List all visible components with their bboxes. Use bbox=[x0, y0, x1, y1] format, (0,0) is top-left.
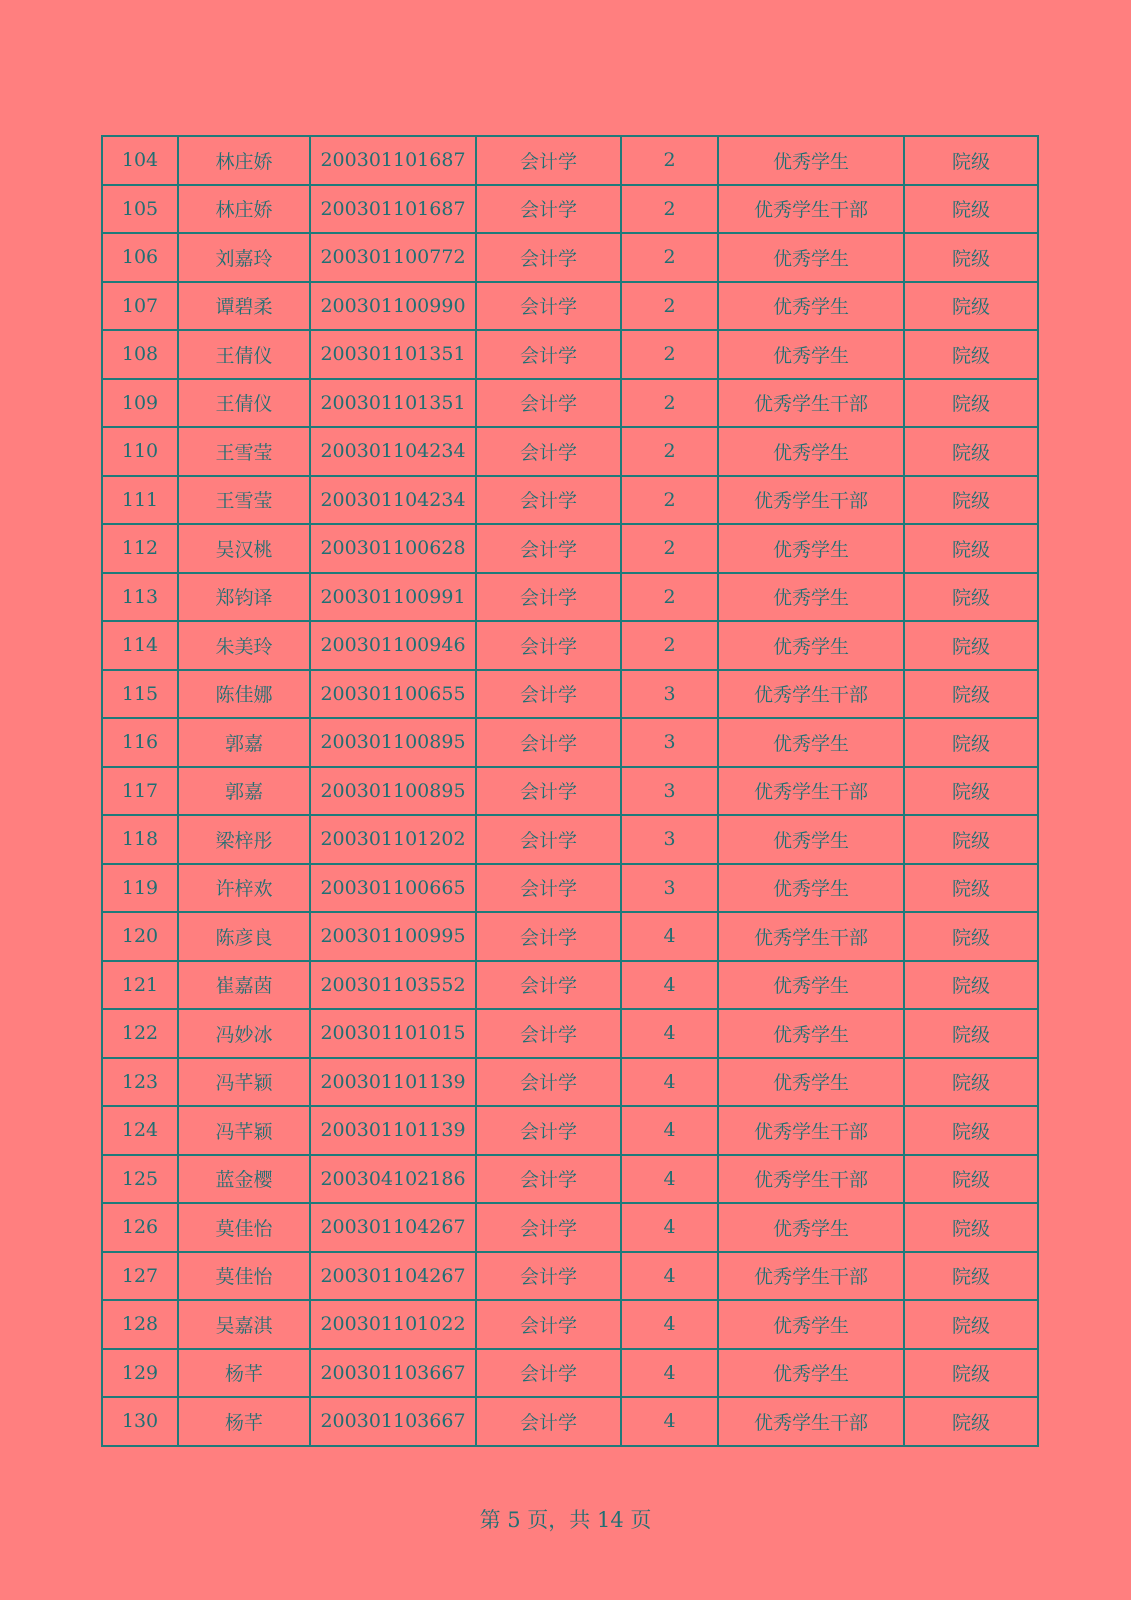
table-row bbox=[102, 864, 1038, 913]
name-cell: 王雪莹 bbox=[178, 476, 310, 525]
student-id-cell: 200301101687 bbox=[310, 185, 476, 234]
award-cell: 优秀学生 bbox=[718, 1349, 904, 1398]
name-cell: 王倩仪 bbox=[178, 330, 310, 379]
major-cell: 会计学 bbox=[476, 1203, 621, 1252]
grade-cell: 4 bbox=[621, 1058, 718, 1107]
seq-cell: 119 bbox=[102, 864, 178, 913]
name-cell: 郭嘉 bbox=[178, 718, 310, 767]
award-cell: 优秀学生 bbox=[718, 1058, 904, 1107]
seq-cell: 129 bbox=[102, 1349, 178, 1398]
student-id-cell: 200301101202 bbox=[310, 815, 476, 864]
table-row bbox=[102, 524, 1038, 573]
award-cell: 优秀学生干部 bbox=[718, 912, 904, 961]
level-cell: 院级 bbox=[904, 815, 1038, 864]
level-cell: 院级 bbox=[904, 1009, 1038, 1058]
major-cell: 会计学 bbox=[476, 1009, 621, 1058]
name-cell: 吴嘉淇 bbox=[178, 1300, 310, 1349]
major-cell: 会计学 bbox=[476, 1106, 621, 1155]
name-cell: 郭嘉 bbox=[178, 767, 310, 816]
name-cell: 冯芊颖 bbox=[178, 1106, 310, 1155]
name-cell: 王雪莹 bbox=[178, 427, 310, 476]
grade-cell: 4 bbox=[621, 1252, 718, 1301]
seq-cell: 123 bbox=[102, 1058, 178, 1107]
student-id-cell: 200301100991 bbox=[310, 573, 476, 622]
name-cell: 王倩仪 bbox=[178, 379, 310, 428]
level-cell: 院级 bbox=[904, 1058, 1038, 1107]
level-cell: 院级 bbox=[904, 1349, 1038, 1398]
award-cell: 优秀学生干部 bbox=[718, 1106, 904, 1155]
student-id-cell: 200301101022 bbox=[310, 1300, 476, 1349]
student-id-cell: 200301100655 bbox=[310, 670, 476, 719]
award-cell: 优秀学生 bbox=[718, 961, 904, 1010]
major-cell: 会计学 bbox=[476, 524, 621, 573]
name-cell: 梁梓彤 bbox=[178, 815, 310, 864]
name-cell: 陈彦良 bbox=[178, 912, 310, 961]
level-cell: 院级 bbox=[904, 282, 1038, 331]
award-cell: 优秀学生 bbox=[718, 718, 904, 767]
major-cell: 会计学 bbox=[476, 1397, 621, 1446]
student-id-cell: 200301104267 bbox=[310, 1203, 476, 1252]
name-cell: 谭碧柔 bbox=[178, 282, 310, 331]
grade-cell: 2 bbox=[621, 573, 718, 622]
level-cell: 院级 bbox=[904, 1155, 1038, 1204]
seq-cell: 118 bbox=[102, 815, 178, 864]
student-id-cell: 200301101139 bbox=[310, 1058, 476, 1107]
seq-cell: 117 bbox=[102, 767, 178, 816]
major-cell: 会计学 bbox=[476, 670, 621, 719]
table-row bbox=[102, 1106, 1038, 1155]
table-row bbox=[102, 1252, 1038, 1301]
seq-cell: 116 bbox=[102, 718, 178, 767]
level-cell: 院级 bbox=[904, 912, 1038, 961]
award-cell: 优秀学生 bbox=[718, 621, 904, 670]
grade-cell: 4 bbox=[621, 961, 718, 1010]
page-number: 第 5 页，共 14 页 bbox=[479, 1508, 652, 1532]
name-cell: 冯芊颖 bbox=[178, 1058, 310, 1107]
grade-cell: 3 bbox=[621, 864, 718, 913]
name-cell: 刘嘉玲 bbox=[178, 233, 310, 282]
table-row bbox=[102, 1155, 1038, 1204]
grade-cell: 3 bbox=[621, 718, 718, 767]
table-row bbox=[102, 1009, 1038, 1058]
seq-cell: 125 bbox=[102, 1155, 178, 1204]
table-row bbox=[102, 1397, 1038, 1446]
level-cell: 院级 bbox=[904, 1300, 1038, 1349]
table-row bbox=[102, 379, 1038, 428]
level-cell: 院级 bbox=[904, 136, 1038, 185]
grade-cell: 4 bbox=[621, 1300, 718, 1349]
major-cell: 会计学 bbox=[476, 961, 621, 1010]
seq-cell: 128 bbox=[102, 1300, 178, 1349]
seq-cell: 109 bbox=[102, 379, 178, 428]
name-cell: 莫佳怡 bbox=[178, 1252, 310, 1301]
award-cell: 优秀学生 bbox=[718, 1300, 904, 1349]
major-cell: 会计学 bbox=[476, 1155, 621, 1204]
award-cell: 优秀学生干部 bbox=[718, 379, 904, 428]
major-cell: 会计学 bbox=[476, 718, 621, 767]
seq-cell: 106 bbox=[102, 233, 178, 282]
major-cell: 会计学 bbox=[476, 864, 621, 913]
name-cell: 陈佳娜 bbox=[178, 670, 310, 719]
student-id-cell: 200301101139 bbox=[310, 1106, 476, 1155]
seq-cell: 108 bbox=[102, 330, 178, 379]
major-cell: 会计学 bbox=[476, 136, 621, 185]
grade-cell: 2 bbox=[621, 524, 718, 573]
student-id-cell: 200301101351 bbox=[310, 379, 476, 428]
grade-cell: 4 bbox=[621, 1155, 718, 1204]
grade-cell: 4 bbox=[621, 912, 718, 961]
grade-cell: 4 bbox=[621, 1203, 718, 1252]
name-cell: 冯妙冰 bbox=[178, 1009, 310, 1058]
major-cell: 会计学 bbox=[476, 1058, 621, 1107]
award-cell: 优秀学生干部 bbox=[718, 185, 904, 234]
level-cell: 院级 bbox=[904, 185, 1038, 234]
table-row bbox=[102, 476, 1038, 525]
award-cell: 优秀学生 bbox=[718, 330, 904, 379]
award-cell: 优秀学生 bbox=[718, 282, 904, 331]
name-cell: 郑钧译 bbox=[178, 573, 310, 622]
student-id-cell: 200301104267 bbox=[310, 1252, 476, 1301]
seq-cell: 104 bbox=[102, 136, 178, 185]
major-cell: 会计学 bbox=[476, 1349, 621, 1398]
student-id-cell: 200301100990 bbox=[310, 282, 476, 331]
award-cell: 优秀学生干部 bbox=[718, 1397, 904, 1446]
major-cell: 会计学 bbox=[476, 282, 621, 331]
table-row bbox=[102, 573, 1038, 622]
table-row bbox=[102, 1058, 1038, 1107]
grade-cell: 4 bbox=[621, 1106, 718, 1155]
grade-cell: 2 bbox=[621, 427, 718, 476]
grade-cell: 4 bbox=[621, 1397, 718, 1446]
major-cell: 会计学 bbox=[476, 330, 621, 379]
table-row bbox=[102, 1300, 1038, 1349]
level-cell: 院级 bbox=[904, 1397, 1038, 1446]
level-cell: 院级 bbox=[904, 427, 1038, 476]
seq-cell: 126 bbox=[102, 1203, 178, 1252]
seq-cell: 124 bbox=[102, 1106, 178, 1155]
name-cell: 蓝金樱 bbox=[178, 1155, 310, 1204]
award-cell: 优秀学生 bbox=[718, 815, 904, 864]
table-row bbox=[102, 233, 1038, 282]
student-id-cell: 200301100946 bbox=[310, 621, 476, 670]
grade-cell: 3 bbox=[621, 815, 718, 864]
major-cell: 会计学 bbox=[476, 815, 621, 864]
table-row bbox=[102, 718, 1038, 767]
level-cell: 院级 bbox=[904, 1203, 1038, 1252]
award-cell: 优秀学生干部 bbox=[718, 476, 904, 525]
grade-cell: 2 bbox=[621, 379, 718, 428]
table-row bbox=[102, 282, 1038, 331]
major-cell: 会计学 bbox=[476, 233, 621, 282]
seq-cell: 112 bbox=[102, 524, 178, 573]
student-id-cell: 200301103667 bbox=[310, 1397, 476, 1446]
student-id-cell: 200301101351 bbox=[310, 330, 476, 379]
student-id-cell: 200301104234 bbox=[310, 476, 476, 525]
table-row bbox=[102, 621, 1038, 670]
name-cell: 杨芊 bbox=[178, 1349, 310, 1398]
table-row bbox=[102, 670, 1038, 719]
award-cell: 优秀学生 bbox=[718, 1203, 904, 1252]
seq-cell: 127 bbox=[102, 1252, 178, 1301]
student-id-cell: 200301103667 bbox=[310, 1349, 476, 1398]
grade-cell: 2 bbox=[621, 136, 718, 185]
table-row bbox=[102, 136, 1038, 185]
major-cell: 会计学 bbox=[476, 476, 621, 525]
level-cell: 院级 bbox=[904, 1252, 1038, 1301]
award-cell: 优秀学生 bbox=[718, 427, 904, 476]
award-cell: 优秀学生 bbox=[718, 1009, 904, 1058]
seq-cell: 113 bbox=[102, 573, 178, 622]
name-cell: 许梓欢 bbox=[178, 864, 310, 913]
level-cell: 院级 bbox=[904, 379, 1038, 428]
level-cell: 院级 bbox=[904, 330, 1038, 379]
student-id-cell: 200304102186 bbox=[310, 1155, 476, 1204]
level-cell: 院级 bbox=[904, 621, 1038, 670]
award-cell: 优秀学生 bbox=[718, 524, 904, 573]
table-row bbox=[102, 1203, 1038, 1252]
award-cell: 优秀学生 bbox=[718, 233, 904, 282]
table-row bbox=[102, 427, 1038, 476]
seq-cell: 121 bbox=[102, 961, 178, 1010]
grade-cell: 2 bbox=[621, 282, 718, 331]
major-cell: 会计学 bbox=[476, 1300, 621, 1349]
student-id-cell: 200301100628 bbox=[310, 524, 476, 573]
name-cell: 林庄娇 bbox=[178, 185, 310, 234]
student-id-cell: 200301100772 bbox=[310, 233, 476, 282]
seq-cell: 114 bbox=[102, 621, 178, 670]
table-row bbox=[102, 912, 1038, 961]
major-cell: 会计学 bbox=[476, 1252, 621, 1301]
major-cell: 会计学 bbox=[476, 621, 621, 670]
table-row bbox=[102, 1349, 1038, 1398]
name-cell: 莫佳怡 bbox=[178, 1203, 310, 1252]
seq-cell: 105 bbox=[102, 185, 178, 234]
major-cell: 会计学 bbox=[476, 573, 621, 622]
student-id-cell: 200301100895 bbox=[310, 767, 476, 816]
major-cell: 会计学 bbox=[476, 427, 621, 476]
student-id-cell: 200301101015 bbox=[310, 1009, 476, 1058]
grade-cell: 4 bbox=[621, 1349, 718, 1398]
table-row bbox=[102, 185, 1038, 234]
name-cell: 杨芊 bbox=[178, 1397, 310, 1446]
award-cell: 优秀学生干部 bbox=[718, 1155, 904, 1204]
level-cell: 院级 bbox=[904, 573, 1038, 622]
seq-cell: 115 bbox=[102, 670, 178, 719]
award-cell: 优秀学生 bbox=[718, 573, 904, 622]
grade-cell: 3 bbox=[621, 670, 718, 719]
student-id-cell: 200301104234 bbox=[310, 427, 476, 476]
name-cell: 林庄娇 bbox=[178, 136, 310, 185]
level-cell: 院级 bbox=[904, 1106, 1038, 1155]
major-cell: 会计学 bbox=[476, 379, 621, 428]
major-cell: 会计学 bbox=[476, 767, 621, 816]
grade-cell: 4 bbox=[621, 1009, 718, 1058]
seq-cell: 111 bbox=[102, 476, 178, 525]
major-cell: 会计学 bbox=[476, 912, 621, 961]
student-id-cell: 200301100995 bbox=[310, 912, 476, 961]
award-cell: 优秀学生干部 bbox=[718, 767, 904, 816]
level-cell: 院级 bbox=[904, 476, 1038, 525]
grade-cell: 3 bbox=[621, 767, 718, 816]
table-row bbox=[102, 330, 1038, 379]
table-row bbox=[102, 815, 1038, 864]
seq-cell: 110 bbox=[102, 427, 178, 476]
level-cell: 院级 bbox=[904, 961, 1038, 1010]
table-row bbox=[102, 767, 1038, 816]
level-cell: 院级 bbox=[904, 864, 1038, 913]
grade-cell: 2 bbox=[621, 185, 718, 234]
level-cell: 院级 bbox=[904, 670, 1038, 719]
seq-cell: 107 bbox=[102, 282, 178, 331]
student-id-cell: 200301101687 bbox=[310, 136, 476, 185]
level-cell: 院级 bbox=[904, 767, 1038, 816]
seq-cell: 120 bbox=[102, 912, 178, 961]
level-cell: 院级 bbox=[904, 233, 1038, 282]
table-body bbox=[102, 136, 1038, 1446]
award-cell: 优秀学生 bbox=[718, 864, 904, 913]
name-cell: 吴汉桃 bbox=[178, 524, 310, 573]
grade-cell: 2 bbox=[621, 233, 718, 282]
table-row bbox=[102, 961, 1038, 1010]
awards-table bbox=[101, 135, 1039, 1447]
award-cell: 优秀学生干部 bbox=[718, 670, 904, 719]
grade-cell: 2 bbox=[621, 476, 718, 525]
grade-cell: 2 bbox=[621, 621, 718, 670]
level-cell: 院级 bbox=[904, 718, 1038, 767]
seq-cell: 122 bbox=[102, 1009, 178, 1058]
student-id-cell: 200301100895 bbox=[310, 718, 476, 767]
level-cell: 院级 bbox=[904, 524, 1038, 573]
seq-cell: 130 bbox=[102, 1397, 178, 1446]
award-cell: 优秀学生干部 bbox=[718, 1252, 904, 1301]
grade-cell: 2 bbox=[621, 330, 718, 379]
award-cell: 优秀学生 bbox=[718, 136, 904, 185]
name-cell: 崔嘉茵 bbox=[178, 961, 310, 1010]
name-cell: 朱美玲 bbox=[178, 621, 310, 670]
major-cell: 会计学 bbox=[476, 185, 621, 234]
student-id-cell: 200301103552 bbox=[310, 961, 476, 1010]
student-id-cell: 200301100665 bbox=[310, 864, 476, 913]
